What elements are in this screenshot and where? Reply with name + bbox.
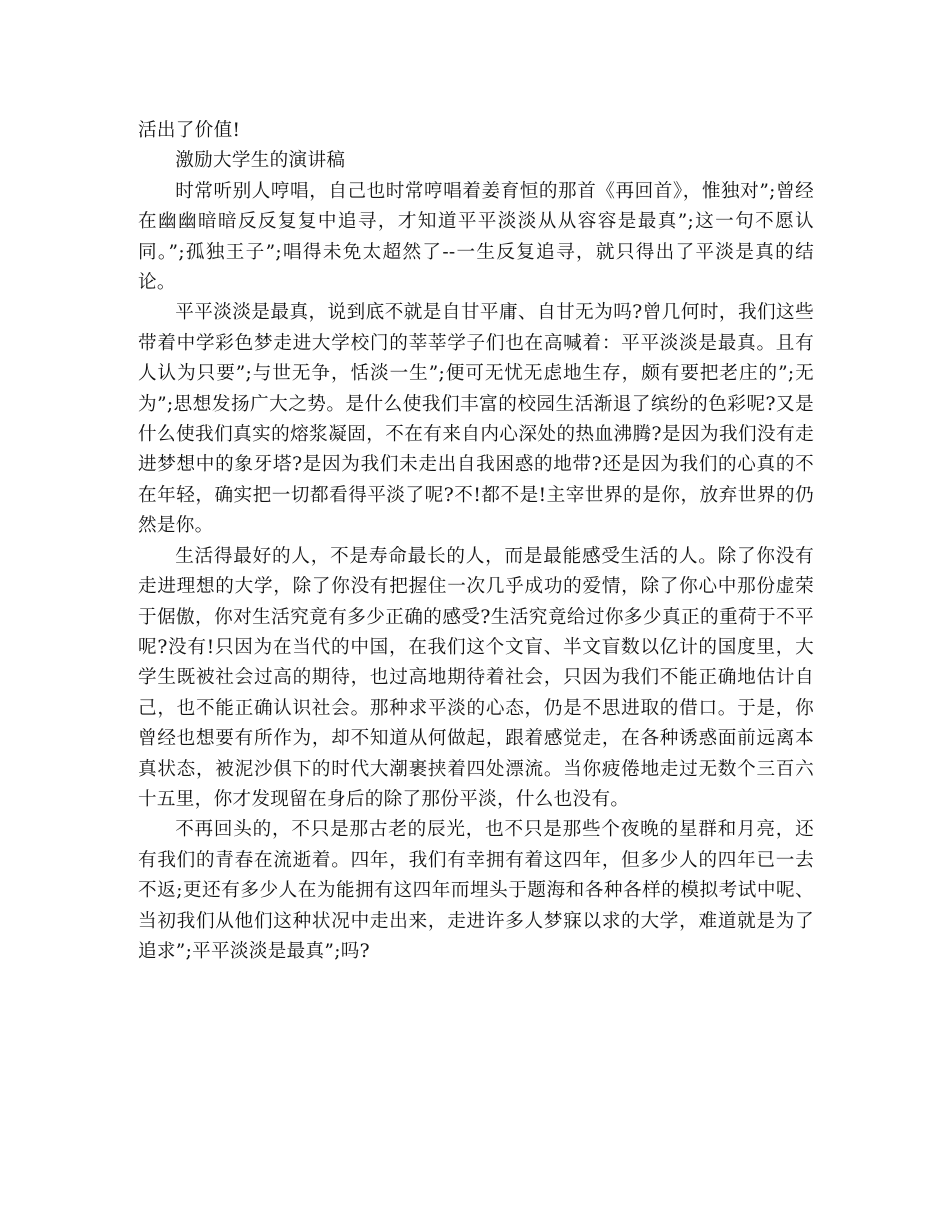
paragraph-4: 不再回头的，不只是那古老的辰光，也不只是那些个夜晚的星群和月亮，还有我们的青春在流逝着。四年，我们有幸拥有着这四年，但多少人的四年已一去不返;更还有多少人在为能拥有这四年而埋头于题海和各种各样的模拟考试中呢、当初我们从他们这种状况中走出来，走进许多人梦寐以求的大学，难道就是为了追求”;平平淡淡是最真”;吗? bbox=[138, 819, 814, 962]
speech-title: 激励大学生的演讲稿 bbox=[175, 150, 346, 172]
continuation-line: 活出了价值! bbox=[138, 120, 241, 141]
document-body bbox=[138, 116, 814, 967]
paragraph-1: 时常听别人哼唱，自己也时常哼唱着姜育恒的那首《再回首》，惟独对”;曾经在幽幽暗暗反反复复中追寻，才知道平平淡淡从从容容是最真”;这一句不愿认同。”;孤独王子”;唱得未免太超然了--一生反复追寻，就只得出了平淡是真的结论。 bbox=[138, 180, 814, 294]
paragraph-3: 生活得最好的人，不是寿命最长的人，而是最能感受生活的人。除了你没有走进理想的大学，除了你没有把握住一次几乎成功的爱情，除了你心中那份虚荣于倨傲，你对生活究竟有多少正确的感受?生活究竟给过你多少真正的重荷于不平呢?没有!只因为在当代的中国，在我们这个文盲、半文盲数以亿计的国度里，大学生既被社会过高的期待，也过高地期待着社会，只因为我们不能正确地估计自己，也不能正确认识社会。那种求平淡的心态，仍是不思进取的借口。于是，你曾经也想要有所作为，却不知道从何做起，跟着感觉走，在各种诱惑面前远离本真状态，被泥沙俱下的时代大潮裹挟着四处漂流。当你疲倦地走过无数个三百六十五里，你才发现留在身后的除了那份平淡，什么也没有。 bbox=[138, 545, 814, 810]
paragraph-2: 平平淡淡是最真，说到底不就是自甘平庸、自甘无为吗?曾几何时，我们这些带着中学彩色梦走进大学校门的莘莘学子们也在高喊着：平平淡淡是最真。且有人认为只要”;与世无争，恬淡一生”;便可无忧无虑地生存，颇有要把老庄的”;无为”;思想发扬广大之势。是什么使我们丰富的校园生活渐退了缤纷的色彩呢?又是什么使我们真实的熔浆凝固，不在有来自内心深处的热血沸腾?是因为我们没有走进梦想中的象牙塔?是因为我们未走出自我困惑的地带?还是因为我们的心真的不在年轻，确实把一切都看得平淡了呢?不!都不是!主宰世界的是你，放弃世界的仍然是你。 bbox=[138, 302, 814, 537]
